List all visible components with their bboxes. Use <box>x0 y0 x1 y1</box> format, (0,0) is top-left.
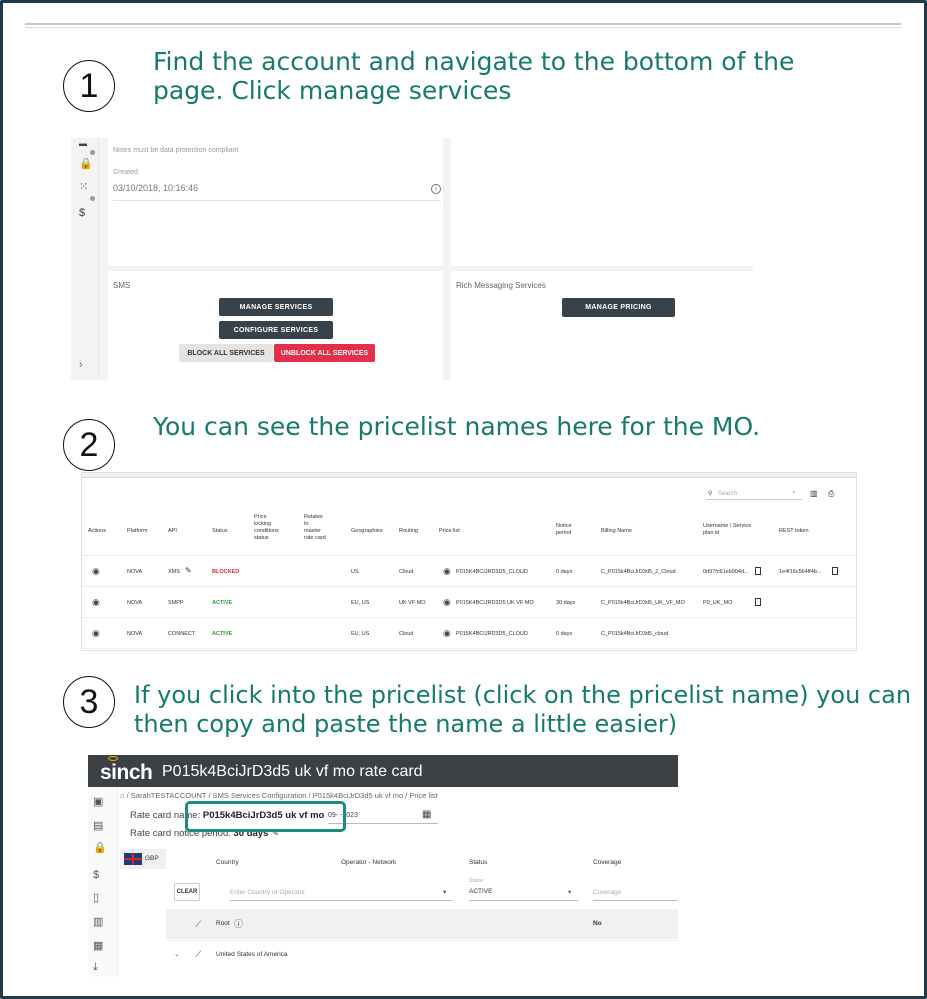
header-text: Relates <box>304 514 323 520</box>
row-3-routing: Cloud <box>399 631 414 637</box>
document-icon[interactable]: ▯ <box>93 892 100 904</box>
row-3-platform: NOVA <box>127 631 143 637</box>
flag-icon: ▬ <box>79 139 87 148</box>
divider <box>25 27 901 28</box>
row-3-status: ACTIVE <box>212 631 233 637</box>
row-root-label: Root <box>216 920 230 927</box>
badge-icon <box>90 150 95 155</box>
services-table-screenshot <box>81 472 857 651</box>
header-price-list: Price list <box>439 528 460 534</box>
uk-flag-icon <box>124 853 142 865</box>
account-page-screenshot <box>71 138 753 380</box>
side-rail <box>88 787 118 977</box>
dollar-icon[interactable]: $ <box>93 869 100 881</box>
header-actions: Actions <box>88 528 107 534</box>
step-1-text <box>153 47 794 105</box>
eye-icon[interactable]: ◉ <box>443 628 451 638</box>
row-1-api: XMS <box>168 569 180 575</box>
row-1-billing: C_P015k4BciJrD3d5_2_Cloud <box>601 569 676 575</box>
search-icon: ⚲ <box>708 491 713 497</box>
info-icon[interactable]: i <box>431 184 441 194</box>
grid-icon[interactable]: ⁙ <box>79 181 89 193</box>
copy-icon[interactable] <box>832 567 838 575</box>
page-title: P015k4BciJrD3d5 uk vf mo rate card <box>162 763 423 780</box>
step-1-line-2: page. Click manage services <box>153 76 512 105</box>
calendar-icon[interactable]: ▦ <box>422 809 432 820</box>
row-1-notice: 0 days <box>556 569 573 575</box>
manage-services-button[interactable]: MANAGE SERVICES <box>219 298 333 316</box>
step-1-line-1: Find the account and navigate to the bottom of the <box>153 47 795 76</box>
divider <box>469 900 578 901</box>
header-text: conditions <box>254 528 279 534</box>
app-header <box>88 755 678 787</box>
side-rail <box>71 138 99 380</box>
eye-icon[interactable]: ◉ <box>92 597 100 607</box>
close-icon[interactable]: × <box>792 490 796 496</box>
col-status: Status <box>469 859 488 866</box>
row-3-geo: EU, US <box>351 631 370 637</box>
status-filter-select[interactable]: ACTIVE <box>469 888 493 895</box>
header-username <box>703 523 751 537</box>
sinch-logo[interactable]: sinch <box>100 761 153 784</box>
header-geographies: Geographies <box>351 528 383 534</box>
header-text: locking <box>254 521 272 527</box>
chevron-down-icon[interactable]: ⌄ <box>174 951 180 958</box>
currency-label: GBP <box>145 855 159 862</box>
row-1-platform: NOVA <box>127 569 143 575</box>
row-1-status: BLOCKED <box>212 569 240 575</box>
rich-messaging-card <box>451 271 753 380</box>
header-text: rate card <box>304 535 326 541</box>
divider <box>230 900 452 901</box>
download-icon[interactable]: ⤓ <box>93 961 98 973</box>
header-billing-name: Billing Name <box>601 528 632 534</box>
search-input[interactable] <box>706 487 802 500</box>
manage-pricing-button[interactable]: MANAGE PRICING <box>562 298 675 317</box>
header-text: Username / Service <box>703 523 752 529</box>
row-2-status: ACTIVE <box>212 600 233 606</box>
row-2-geo: EU, US <box>351 600 370 606</box>
header-status: Status <box>212 528 228 534</box>
trend-icon: ⟋ <box>195 919 202 929</box>
row-2-notice: 30 days <box>556 600 576 606</box>
row-1-username: 0d97fc61eb904d... <box>703 569 749 575</box>
contact-icon[interactable]: ▣ <box>93 796 104 808</box>
edit-icon[interactable]: ✎ <box>271 828 279 839</box>
row-1-token: 1e4f16c5b4ff4b... <box>779 569 822 575</box>
highlight-box <box>185 801 346 832</box>
row-2-username: P0_UK_MO <box>703 600 733 606</box>
header-notice-period <box>556 523 572 537</box>
step-number-3: 3 <box>63 676 115 728</box>
message-icon[interactable]: ▤ <box>93 820 104 832</box>
chevron-down-icon[interactable]: ▾ <box>568 889 572 896</box>
step-3-line-1: If you click into the pricelist (click on the pricelist name) you can <box>134 681 912 709</box>
lock-icon[interactable]: 🔒 <box>79 158 93 170</box>
row-1-routing: Cloud <box>399 569 414 575</box>
header-text: Notice <box>556 523 572 529</box>
header-text: master <box>304 528 321 534</box>
flag-stripe <box>132 853 134 865</box>
rate-card-screenshot <box>88 755 678 977</box>
row-2-api: SMPP <box>168 600 184 606</box>
edit-icon[interactable]: ✎ <box>185 566 192 575</box>
created-value: 03/10/2018, 10:16:46 <box>113 183 199 193</box>
notes-hint: Notes must be data protection compliant <box>113 147 239 154</box>
empty-card <box>451 138 753 266</box>
header-text: to <box>304 521 309 527</box>
chevron-down-icon[interactable]: ▾ <box>443 889 447 896</box>
row-3-price-list[interactable]: P015K4BCIJRD3D5_CLOUD <box>456 631 528 637</box>
sms-card <box>108 271 443 380</box>
row-usa-label: United States of America <box>216 951 288 958</box>
row-2-price-list[interactable]: P015K4BCIJRD3D5 UK VF MO <box>456 600 534 606</box>
row-3-notice: 0 days <box>556 631 573 637</box>
breadcrumb <box>120 791 438 800</box>
date-field[interactable]: 09- -2023 <box>328 812 358 819</box>
configure-services-button[interactable]: CONFIGURE SERVICES <box>219 321 333 339</box>
col-operator: Operator - Network <box>341 859 397 866</box>
step-3-line-2: then copy and paste the name a little easier) <box>134 710 678 738</box>
badge-icon <box>90 196 95 201</box>
block-all-services-button[interactable]: BLOCK ALL SERVICES <box>179 344 273 362</box>
col-coverage: Coverage <box>593 859 622 866</box>
divider <box>593 900 678 901</box>
search-placeholder: Search <box>718 491 738 497</box>
eye-icon[interactable]: ◉ <box>92 628 100 638</box>
info-icon[interactable]: ⓘ <box>234 919 244 929</box>
rich-messaging-label: Rich Messaging Services <box>456 281 546 290</box>
coverage-filter-input[interactable]: Coverage <box>593 889 622 896</box>
trend-icon: ⟋ <box>195 949 202 959</box>
print-icon[interactable]: ⎙ <box>828 489 835 498</box>
table-top-bar <box>82 473 857 478</box>
row-3-billing: C_P015k4BciJrD3d5_cloud <box>601 631 669 637</box>
status-filter-label: Status <box>469 878 484 884</box>
step-number-1: 1 <box>63 60 115 112</box>
eye-icon[interactable]: ◉ <box>92 566 100 576</box>
country-filter-input[interactable]: Enter Country or Operator <box>230 889 306 896</box>
lock-icon[interactable]: 🔒 <box>93 842 107 854</box>
currency-tab[interactable] <box>120 849 166 869</box>
eye-icon[interactable]: ◉ <box>443 597 451 607</box>
sms-label: SMS <box>113 281 131 290</box>
step-3-text <box>134 681 911 739</box>
rate-card-name-label: Rate card name: <box>130 810 201 821</box>
row-1-price-list[interactable]: P015K4BCIJRD3D5_CLOUD <box>456 569 528 575</box>
clear-button[interactable]: CLEAR <box>174 883 200 901</box>
eye-icon[interactable]: ◉ <box>443 566 451 576</box>
row-3-api: CONNECT <box>168 631 196 637</box>
header-text: status <box>254 535 269 541</box>
row-2-billing: C_P015k4BciJrD3d5_UK_VF_MO <box>601 600 685 606</box>
unblock-all-services-button[interactable]: UNBLOCK ALL SERVICES <box>274 344 375 362</box>
header-relates <box>304 514 326 542</box>
header-price-locking <box>254 514 279 542</box>
row-1-geo: US <box>351 569 359 575</box>
notice-period-value: 30 days <box>233 828 269 839</box>
header-platform: Platform <box>127 528 148 534</box>
header-api: API <box>168 528 177 534</box>
row-root-coverage: No <box>593 920 602 927</box>
header-routing: Routing <box>399 528 418 534</box>
step-2-text: You can see the pricelist names here for the MO. <box>153 412 761 441</box>
calendar-icon[interactable]: ▦ <box>93 940 104 952</box>
row-2-routing: UK VF MO <box>399 600 426 606</box>
header-text: period <box>556 530 572 536</box>
home-icon[interactable]: ⌂ <box>120 791 125 800</box>
header-text: plan id <box>703 530 720 536</box>
notes-card <box>108 138 443 266</box>
header-text: Price <box>254 514 267 520</box>
divider <box>113 200 441 201</box>
copy-icon[interactable] <box>755 567 761 575</box>
chevron-right-icon[interactable]: › <box>79 359 83 371</box>
rate-card-name-value[interactable]: P015k4BciJrD3d5 uk vf mo <box>202 810 325 821</box>
divider <box>82 648 857 649</box>
created-label: Created <box>113 169 138 176</box>
col-country: Country <box>216 859 239 866</box>
row-2-platform: NOVA <box>127 600 143 606</box>
divider <box>25 23 901 25</box>
columns-icon[interactable]: ▥ <box>810 489 818 498</box>
divider <box>82 586 857 587</box>
header-rest-token: REST token <box>779 528 809 534</box>
divider <box>82 617 857 618</box>
step-number-2: 2 <box>63 419 115 471</box>
bar-chart-icon[interactable]: ▥ <box>93 916 104 928</box>
divider <box>82 555 857 556</box>
copy-icon[interactable] <box>755 598 761 606</box>
notice-period-label: Rate card notice period: <box>130 828 231 839</box>
dollar-icon[interactable]: $ <box>79 207 86 219</box>
breadcrumb-text[interactable]: / SarahTESTACCOUNT / SMS Services Configuration / P015k4BciJrD3d5 uk vf mo / Price list <box>126 791 438 800</box>
